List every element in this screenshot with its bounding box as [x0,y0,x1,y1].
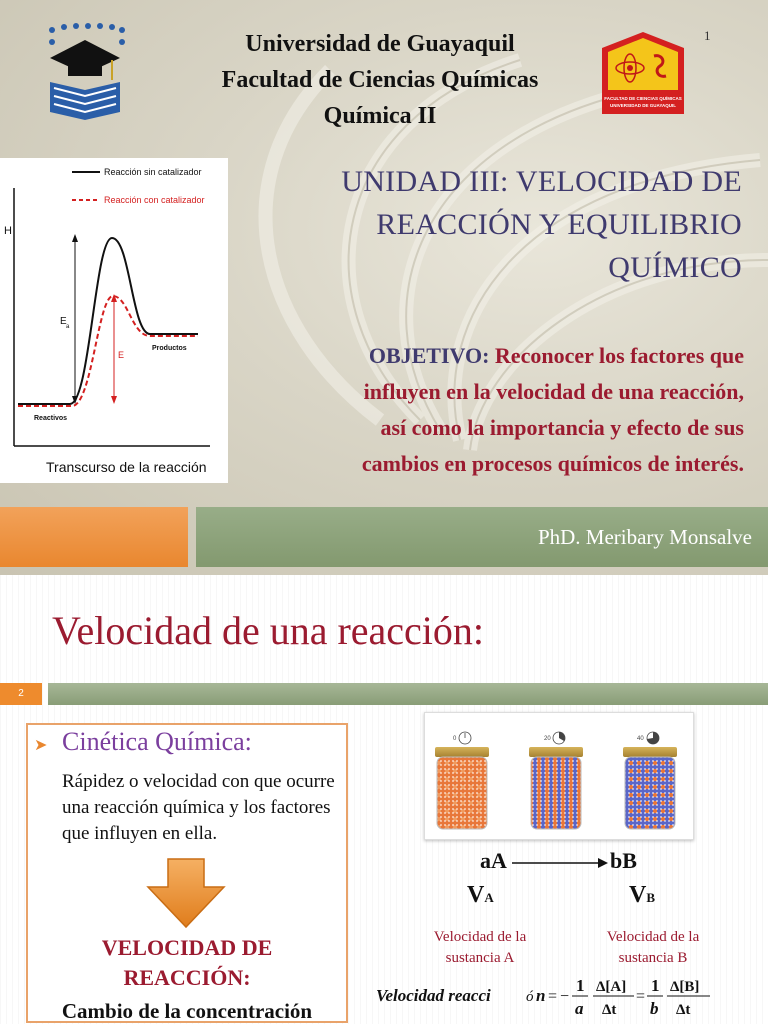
va-subscript: A [484,890,494,905]
va-v: V [467,882,485,908]
rate-formula [374,973,768,1021]
formula-minus: − [560,988,570,1005]
objective-text [226,338,744,482]
equation-product: bB [610,848,637,873]
slide-2 [0,575,768,1024]
legend-solid-label: Reacción sin catalizador [104,167,202,177]
formula-equals: = [548,988,558,1005]
energy-diagram-svg [0,158,228,483]
jar-time-20: 20 [544,736,551,742]
jars-svg [425,713,695,841]
university-name: Universidad de Guayaquil [245,31,515,57]
jar-t0 [435,732,489,829]
vb-subscript: B [646,890,656,905]
objective-label: OBJETIVO: [368,343,490,368]
x-axis-label: Transcurso de la reacción [46,459,207,475]
kinetics-box [26,723,348,1023]
formula-delta-b: Δ[B] [670,979,700,995]
velocity-b-symbol [629,882,655,909]
jar-time-0: 0 [453,736,457,742]
velocity-a-symbol [467,882,494,909]
ea-cat-label: E [118,350,125,360]
jars-illustration [424,712,694,840]
author-name: PhD. Meribary Monsalve [537,525,752,549]
jar-t20 [529,732,583,829]
university-logo [40,18,130,123]
energy-diagram [0,158,228,483]
down-arrow-icon [146,857,226,929]
ea-subscript: a [66,324,70,330]
bullet-arrow-icon: ➤ [34,737,48,754]
kinetics-description: Rápidez o velocidad con que ocurre una reacción química y los factores que influyen en ella. [62,771,335,844]
kinetics-heading: Cinética Química: [62,727,252,756]
concentration-change-text: Cambio de la concentración [61,999,313,1023]
formula-label: Velocidad reacci [376,986,491,1005]
formula-dt-a: Δt [602,1002,617,1018]
svg-text:UNIVERSIDAD DE GUAYAQUIL: UNIVERSIDAD DE GUAYAQUIL [610,103,676,108]
velocity-heading-line1: VELOCIDAD DE [101,935,273,960]
formula-b: b [650,999,659,1018]
formula-one-a: 1 [576,976,585,995]
velocity-a-description: Velocidad de la sustancia A [433,929,527,966]
slide-number: 1 [704,28,711,43]
formula-dt-b: Δt [676,1002,691,1018]
y-axis-label: H [4,225,12,237]
legend-dashed-label: Reacción con catalizador [104,195,205,205]
jar-t40 [623,732,677,829]
products-label: Productos [152,345,187,352]
reaction-arrow-icon [512,857,608,869]
uncatalyzed-curve [18,238,198,404]
vb-v: V [629,882,647,908]
slide-number: 2 [0,683,42,705]
formula-one-b: 1 [651,976,660,995]
objective-line4: cambios en procesos químicos de interés. [361,451,744,476]
orange-footer-bar [0,507,188,567]
objective-line1: Reconocer los factores que [494,343,744,368]
formula-equals-2: = [636,988,646,1005]
velocity-b-description: Velocidad de la sustancia B [606,929,700,966]
university-header [170,26,590,134]
course-name: Química II [323,103,437,129]
objective-line2: influyen en la velocidad de una reacción, [363,379,744,404]
green-title-bar [48,683,768,705]
svg-text:FACULTAD DE CIENCIAS QUÍMICAS: FACULTAD DE CIENCIAS QUÍMICAS [604,96,682,101]
formula-label-tail: ó [526,989,534,1005]
faculty-name: Facultad de Ciencias Químicas [221,67,539,93]
formula-delta-a: Δ[A] [596,979,627,995]
unit-title-line3: QUÍMICO [608,251,742,284]
formula-a: a [575,999,584,1018]
jar-time-40: 40 [637,736,644,742]
unit-title-line1: UNIDAD III: VELOCIDAD DE [341,165,742,198]
equation-reactant: aA [480,848,507,873]
reactants-label: Reactivos [34,415,68,422]
slide-title: Velocidad de una reacción: [52,608,485,653]
velocity-heading-line2: REACCIÓN: [123,965,251,990]
velocity-heading [28,933,346,993]
faculty-logo [598,28,688,118]
ea-label: E [60,316,67,327]
formula-n: n [536,986,546,1005]
unit-title [250,160,742,289]
objective-line3: así como la importancia y efecto de sus [380,415,744,440]
unit-title-line2: REACCIÓN Y EQUILIBRIO [376,208,742,241]
